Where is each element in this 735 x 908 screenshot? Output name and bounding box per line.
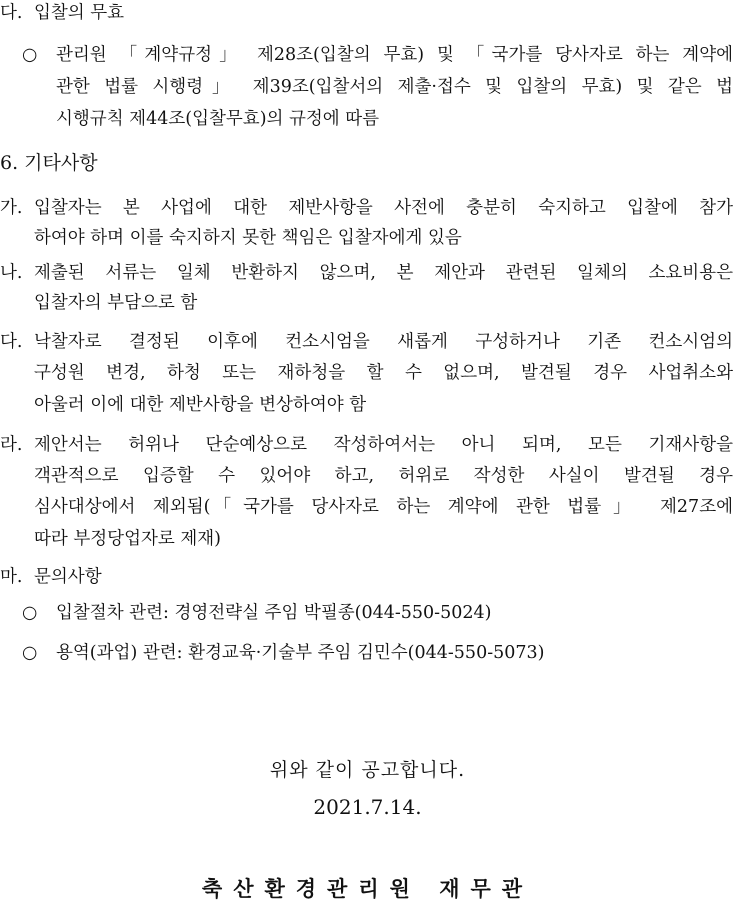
closing-statement: 위와 같이 공고합니다.: [269, 759, 466, 781]
issuer-organization: 축산환경관리원 재무관: [201, 876, 534, 901]
contact-text: 입찰절차 관련: 경영전략실 주임 박필종(044-550-5024): [56, 603, 492, 623]
item-text: 하여야 하며 이를 숙지하지 못한 책임은 입찰자에게 있음: [34, 228, 462, 248]
item-text: 문의사항: [34, 567, 102, 587]
item-title: 입찰의 무효: [34, 3, 125, 23]
item-text: 제출된 서류는 일체 반환하지 않으며, 본 제안과 관련된 일체의 소요비용은: [34, 263, 733, 283]
item-text: 낙찰자로 결정된 이후에 컨소시엄을 새롭게 구성하거나 기존 컨소시엄의: [34, 332, 733, 352]
item-text: 입찰자의 부담으로 함: [34, 293, 198, 313]
item-marker: 가.: [0, 198, 23, 218]
bullet-circle-icon: ○: [22, 643, 38, 663]
contact-text: 용역(과업) 관련: 환경교육·기술부 주임 김민수(044-550-5073): [56, 643, 545, 663]
bullet-circle-icon: ○: [22, 603, 38, 623]
item-text: 심사대상에서 제외됨(「국가를 당사자로 하는 계약에 관한 법률」 제27조에: [34, 497, 733, 517]
item-marker: 나.: [0, 263, 23, 283]
announcement-date: 2021.7.14.: [313, 795, 422, 819]
item-marker: 다.: [0, 3, 23, 23]
bullet-text: 시행규칙 제44조(입찰무효)의 규정에 따름: [56, 109, 380, 129]
item-text: 구성원 변경, 하청 또는 재하청을 할 수 없으며, 발견될 경우 사업취소와: [34, 363, 733, 383]
item-text: 입찰자는 본 사업에 대한 제반사항을 사전에 충분히 숙지하고 입찰에 참가: [34, 198, 733, 218]
bullet-text: 관리원 「계약규정」 제28조(입찰의 무효) 및 「국가를 당사자로 하는 계약에: [56, 45, 733, 65]
bullet-text: 관한 법률 시행령」 제39조(입찰서의 제출·접수 및 입찰의 무효) 및 같은 법: [56, 77, 733, 97]
item-marker: 다.: [0, 332, 23, 352]
section-title-text: 6. 기타사항: [0, 152, 98, 174]
item-text: 따라 부정당업자로 제재): [34, 529, 222, 549]
item-marker: 마.: [0, 567, 23, 587]
bullet-circle-icon: ○: [22, 45, 38, 65]
item-marker: 라.: [0, 435, 23, 455]
item-text: 아울러 이에 대한 제반사항을 변상하여야 함: [34, 395, 367, 415]
item-text: 제안서는 허위나 단순예상으로 작성하여서는 아니 되며, 모든 기재사항을: [34, 435, 733, 455]
item-text: 객관적으로 입증할 수 있어야 하고, 허위로 작성한 사실이 발견될 경우: [34, 466, 733, 486]
